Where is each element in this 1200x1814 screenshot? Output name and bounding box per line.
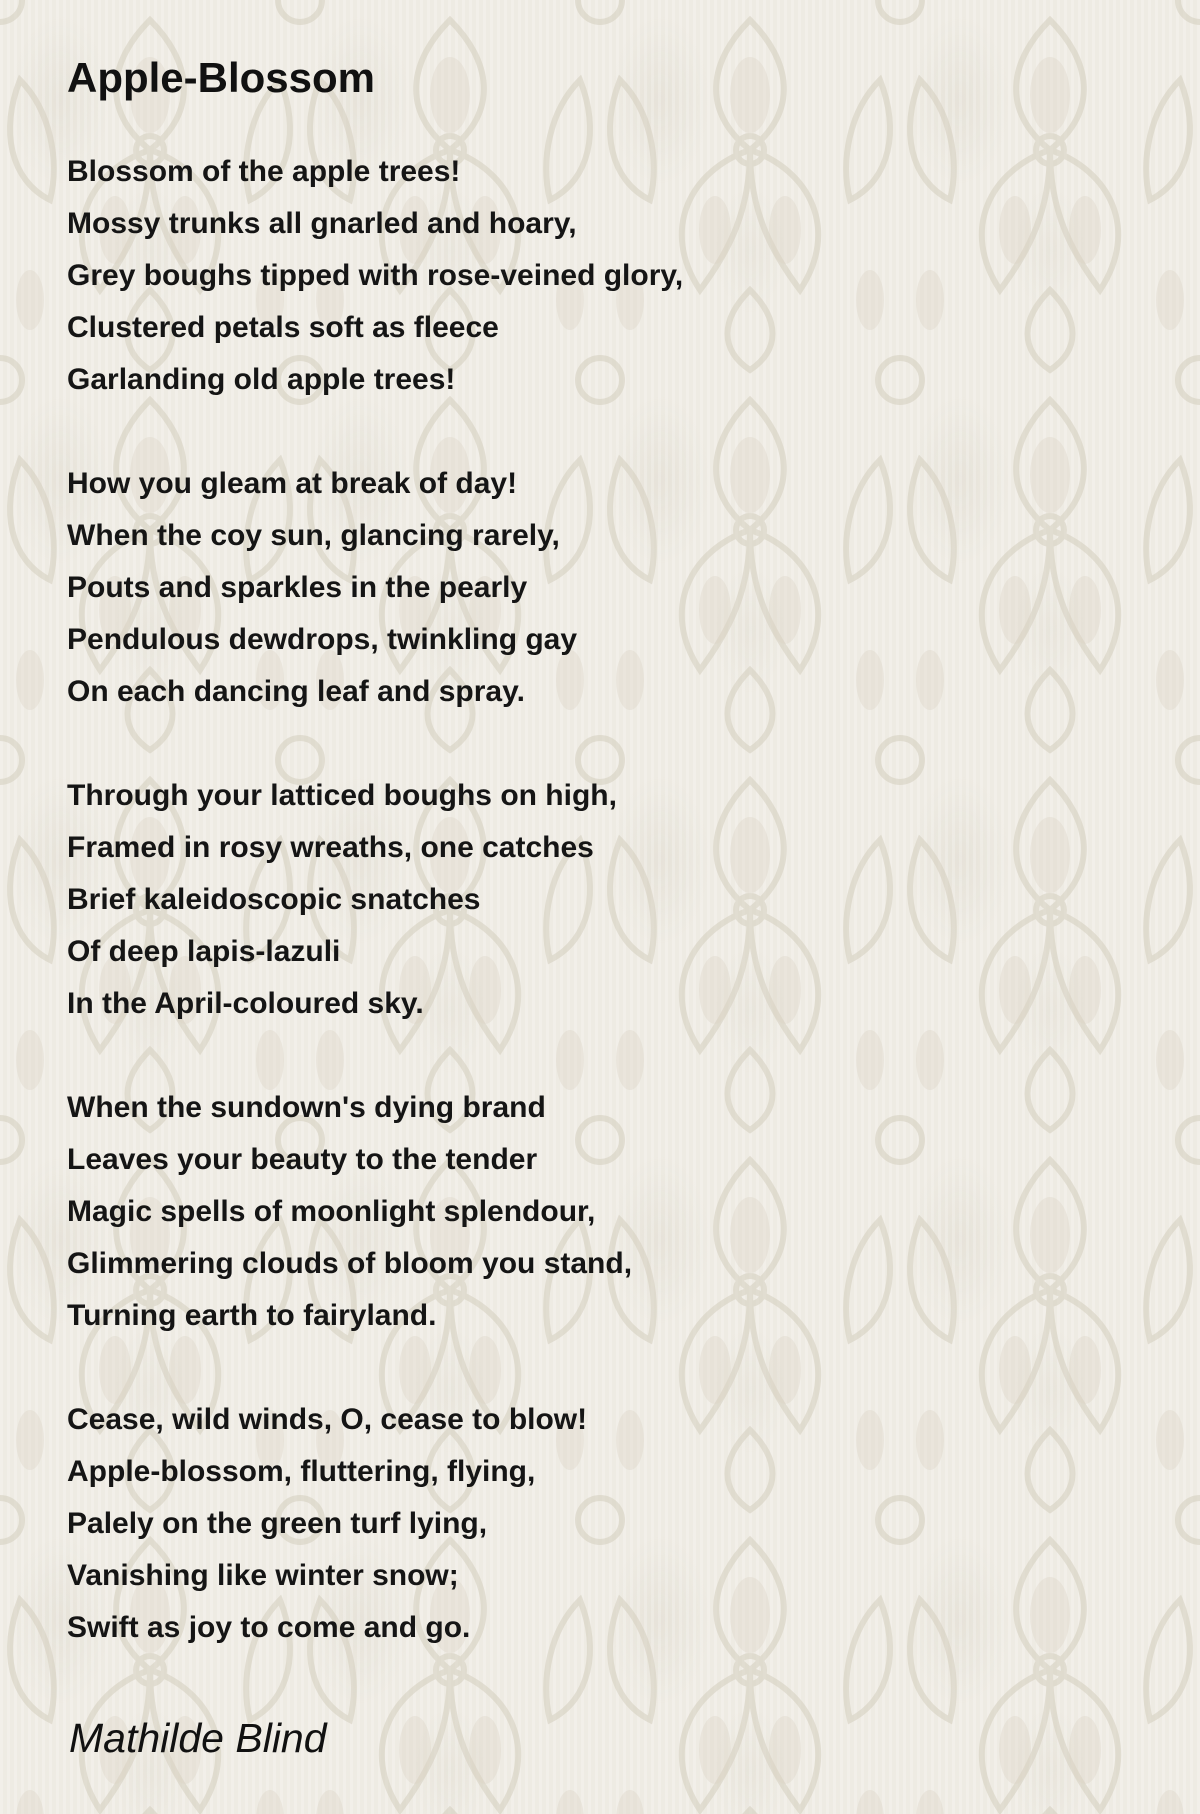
poem-line: In the April-coloured sky. bbox=[67, 987, 424, 1020]
poem-line: Of deep lapis-lazuli bbox=[67, 935, 341, 968]
stanza bbox=[67, 1394, 1127, 1654]
poem-line: Clustered petals soft as fleece bbox=[67, 311, 499, 344]
poem-title: Apple-Blossom bbox=[67, 54, 376, 101]
poem-line: Glimmering clouds of bloom you stand, bbox=[67, 1247, 633, 1280]
poem bbox=[67, 48, 1127, 1706]
poem-line: When the coy sun, glancing rarely, bbox=[67, 519, 560, 552]
poem-line: Mossy trunks all gnarled and hoary, bbox=[67, 207, 577, 240]
poem-line: How you gleam at break of day! bbox=[67, 467, 518, 500]
poem-line: Brief kaleidoscopic snatches bbox=[67, 883, 481, 916]
poem-line: Framed in rosy wreaths, one catches bbox=[67, 831, 594, 864]
poem-line: On each dancing leaf and spray. bbox=[67, 675, 525, 708]
stanza bbox=[67, 458, 1127, 718]
stanza bbox=[67, 1082, 1127, 1342]
stanza bbox=[67, 146, 1127, 406]
poem-line: Turning earth to fairyland. bbox=[67, 1299, 437, 1332]
poem-line: Grey boughs tipped with rose-veined glory, bbox=[67, 259, 684, 292]
poem-line: Cease, wild winds, O, cease to blow! bbox=[67, 1403, 588, 1436]
poem-line: Palely on the green turf lying, bbox=[67, 1507, 488, 1540]
poem-line: Blossom of the apple trees! bbox=[67, 155, 461, 188]
poem-body bbox=[67, 146, 1127, 1654]
poem-author: Mathilde Blind bbox=[69, 1715, 327, 1761]
poem-line: Through your latticed boughs on high, bbox=[67, 779, 617, 812]
poem-line: Pendulous dewdrops, twinkling gay bbox=[67, 623, 578, 656]
poem-line: Pouts and sparkles in the pearly bbox=[67, 571, 528, 604]
poem-line: Vanishing like winter snow; bbox=[67, 1559, 459, 1592]
poem-line: Apple-blossom, fluttering, flying, bbox=[67, 1455, 536, 1488]
poem-line: Garlanding old apple trees! bbox=[67, 363, 456, 396]
poem-line: Swift as joy to come and go. bbox=[67, 1611, 471, 1644]
stanza bbox=[67, 770, 1127, 1030]
poem-line: When the sundown's dying brand bbox=[67, 1091, 546, 1124]
poem-line: Leaves your beauty to the tender bbox=[67, 1143, 538, 1176]
poem-line: Magic spells of moonlight splendour, bbox=[67, 1195, 596, 1228]
